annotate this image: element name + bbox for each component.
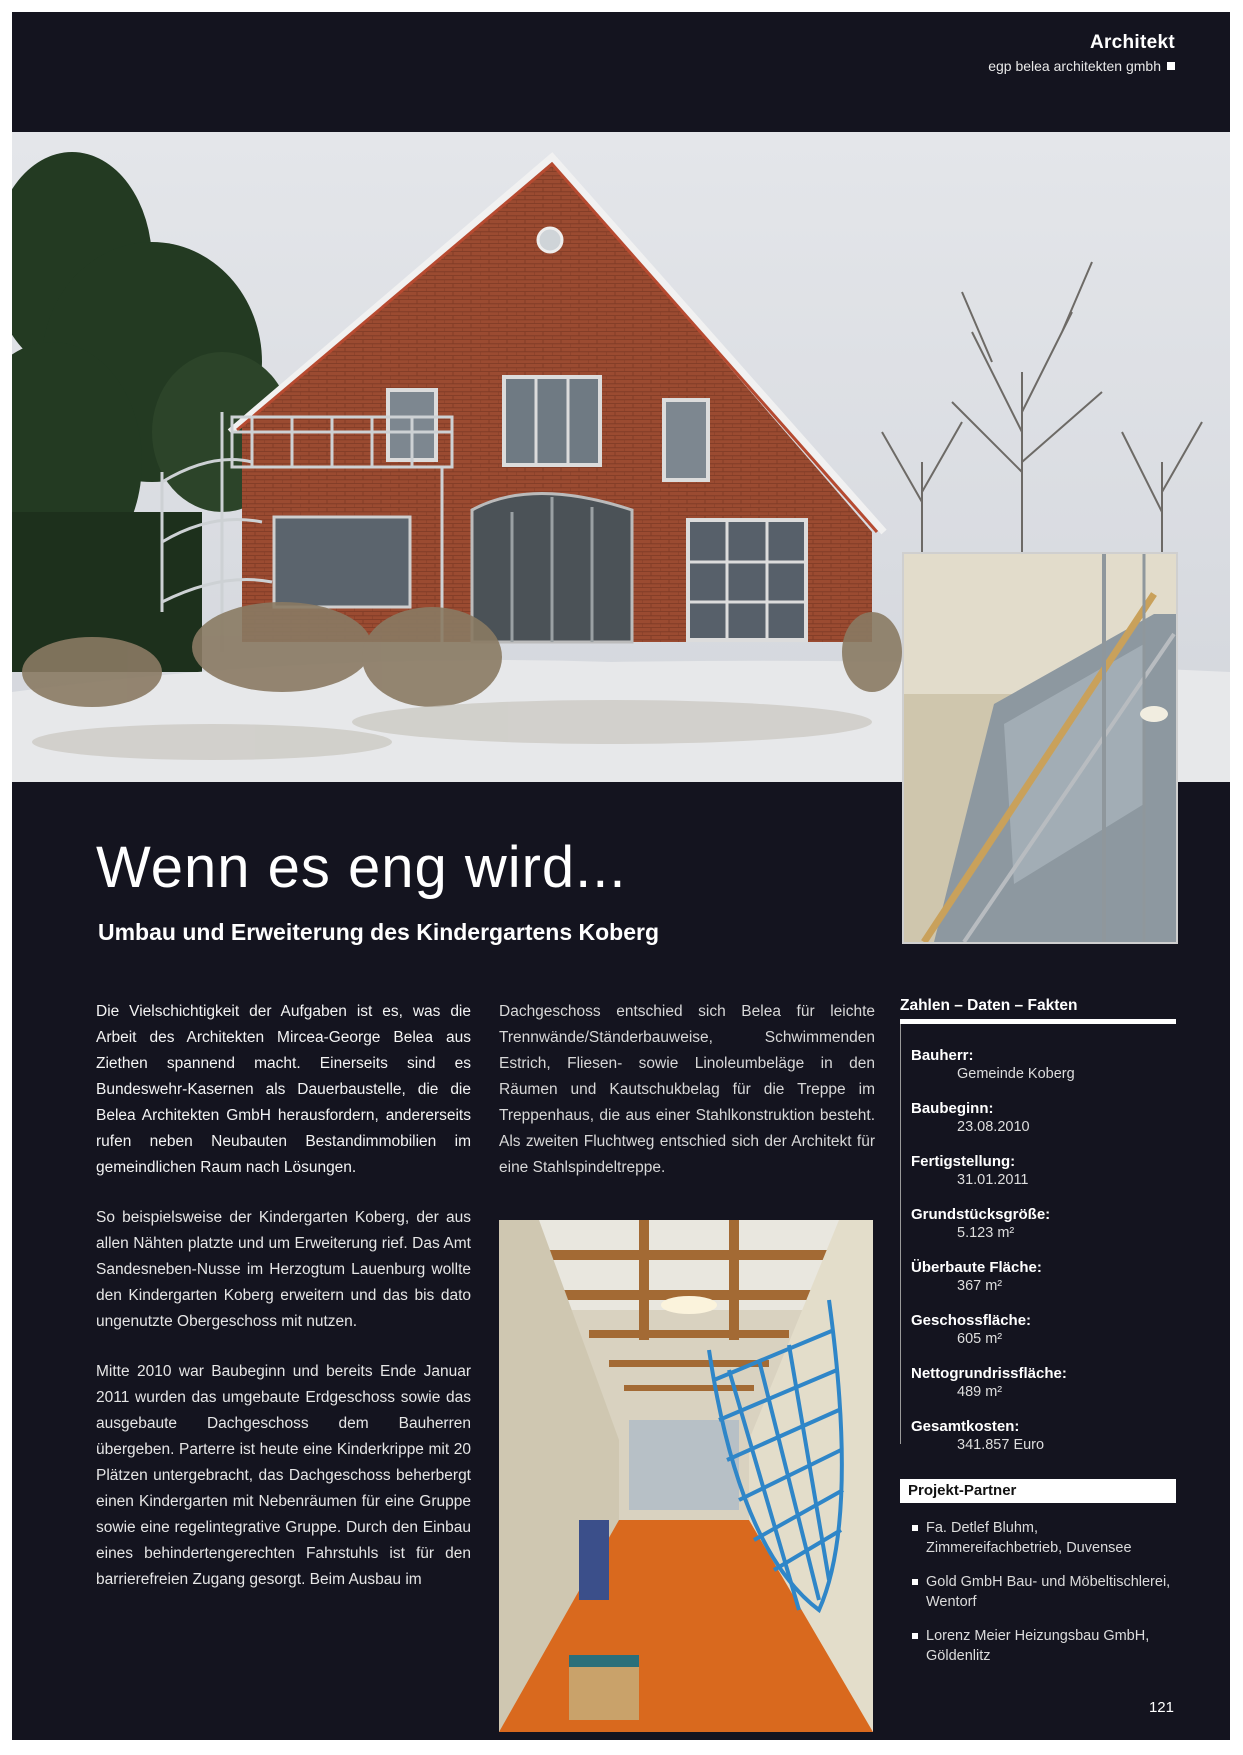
article-subtitle: Umbau und Erweiterung des Kindergartens Koberg [98, 919, 660, 945]
partner-name: Lorenz Meier Heizungsbau GmbH, Göldenlitz [926, 1628, 1150, 1664]
fact-item [911, 1417, 1170, 1455]
fact-label: Grundstücksgröße: [911, 1206, 1051, 1223]
square-bullet-icon [1167, 62, 1175, 70]
partner-item [912, 1626, 1177, 1666]
fact-label: Gesamtkosten: [911, 1418, 1020, 1435]
fact-value: 341.857 Euro [957, 1437, 1045, 1453]
fact-value: 5.123 m² [957, 1225, 1015, 1241]
fact-item [911, 1311, 1170, 1349]
article-title: Wenn es eng wird... [96, 835, 627, 900]
fact-value: 489 m² [957, 1384, 1003, 1400]
fact-label: Nettogrundrissfläche: [911, 1365, 1067, 1382]
fact-value: Gemeinde Koberg [957, 1066, 1075, 1082]
fact-value: 23.08.2010 [957, 1119, 1030, 1135]
fact-label: Baubeginn: [911, 1100, 994, 1117]
fact-item [911, 1046, 1170, 1084]
fact-label: Fertigstellung: [911, 1153, 1016, 1170]
square-bullet-icon [912, 1633, 918, 1639]
fact-label: Überbaute Fläche: [911, 1259, 1042, 1276]
fact-label: Geschossfläche: [911, 1312, 1032, 1329]
fact-label: Bauherr: [911, 1047, 974, 1064]
page-number: 121 [1148, 1699, 1174, 1716]
text-column-2 [499, 999, 875, 1205]
paragraph: So beispielsweise der Kindergarten Koberg, der aus allen Nähten platzte und um Erweiterung rief. Das Amt Sandesneben-Nusse im Herzogtum Lauenburg wollte den Kindergarten Koberg erweitern und das bis dato ungenutzte Obergeschoss mit nutzen. [96, 1209, 471, 1330]
facts-title: Zahlen – Daten – Fakten [900, 997, 1078, 1014]
partner-item [912, 1518, 1177, 1558]
section-category: Architekt [1089, 32, 1175, 53]
fact-item [911, 1364, 1170, 1402]
partner-name: Fa. Detlef Bluhm, Zimmereifachbetrieb, Duvensee [926, 1520, 1132, 1556]
partners-list [912, 1518, 1177, 1680]
fact-item [911, 1258, 1170, 1296]
fact-value: 605 m² [957, 1331, 1003, 1347]
fact-item [911, 1152, 1170, 1190]
fact-value: 31.01.2011 [957, 1172, 1029, 1188]
partner-item [912, 1572, 1177, 1612]
paragraph: Die Vielschichtigkeit der Aufgaben ist es, was die Arbeit des Architekten Mircea-George Belea aus Ziethen spannend macht. Einerseits sind es Bundeswehr-Kasernen als Dauerbaustelle, die die Belea Architekten GmbH herausfordern, andererseits rufen neben Neubauten Bestandimmobilien im gemeindlichen Raum nach Lösungen. [96, 1003, 471, 1176]
square-bullet-icon [912, 1525, 918, 1531]
square-bullet-icon [912, 1579, 918, 1585]
fact-item [911, 1205, 1170, 1243]
hallway-photo [499, 1220, 873, 1732]
partners-title: Projekt-Partner [900, 1479, 1176, 1503]
staircase-photo [902, 552, 1178, 944]
architect-firm: egp belea architekten gmbh [988, 58, 1161, 74]
fact-item [911, 1099, 1170, 1137]
paragraph: Dachgeschoss entschied sich Belea für leichte Trennwände/Ständerbauweise, Schwimmenden Estrich, Fliesen- sowie Linoleumbeläge in den Räumen und Kautschukbelag für die Treppe im Treppenhaus, die aus einer Stahlkonstruktion besteht. Als zweiten Fluchtweg entschied sich der Architekt für eine Stahlspindeltreppe. [499, 1003, 875, 1176]
paragraph: Mitte 2010 war Baubeginn und bereits Ende Januar 2011 wurden das umgebaute Erdgeschoss sowie das ausgebaute Dachgeschoss dem Bauherren übergeben. Parterre ist heute eine Kinderkrippe mit 20 Plätzen untergebracht, das Dachgeschoss beherbergt einen Kindergarten mit Nebenräumen für eine Gruppe sowie eine regelintegrative Gruppe. Durch den Einbau eines behindertengerechten Fahrstuhls ist für den barrierefreien Zugang gesorgt. Beim Ausbau im [96, 1363, 471, 1588]
fact-value: 367 m² [957, 1278, 1003, 1294]
section-header [988, 32, 1175, 74]
facts-box [900, 1024, 1170, 1453]
magazine-page [12, 12, 1230, 1740]
text-column-1 [96, 999, 471, 1617]
partner-name: Gold GmbH Bau- und Möbeltischlerei, Wentorf [926, 1574, 1171, 1610]
